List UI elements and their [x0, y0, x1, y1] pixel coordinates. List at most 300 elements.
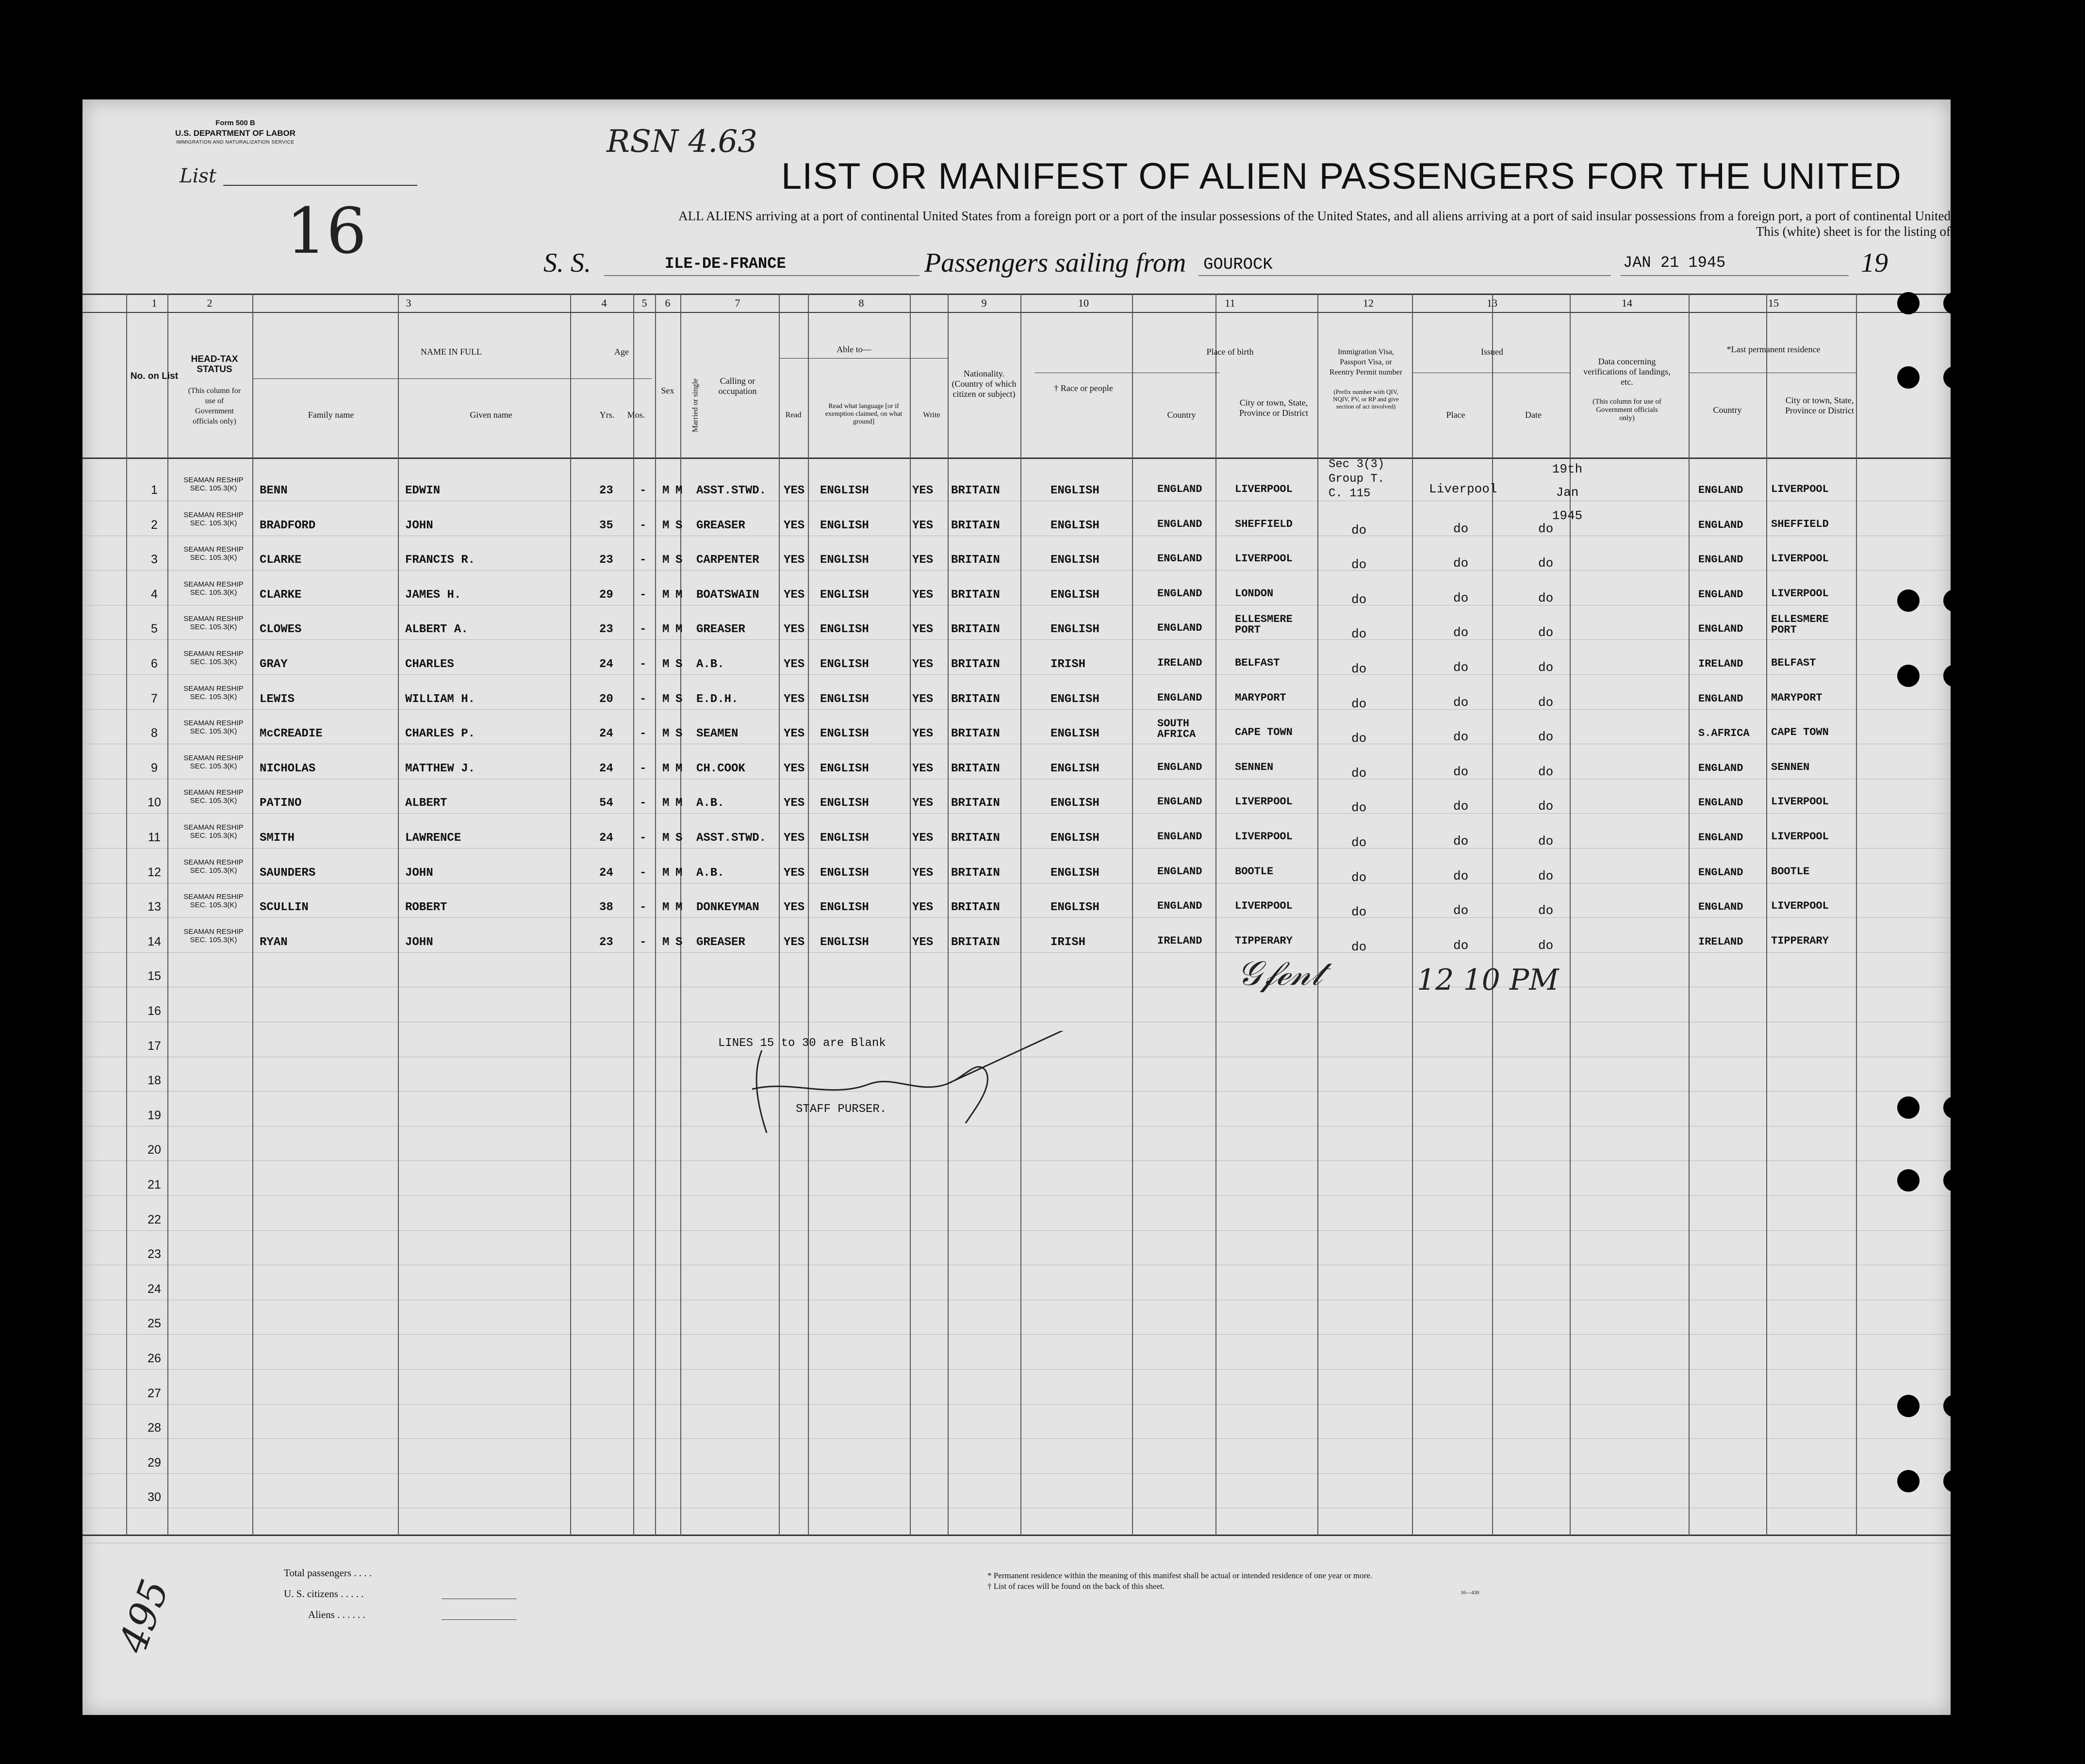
birth-city: TIPPERARY [1235, 934, 1293, 947]
family-name: CLARKE [260, 588, 302, 602]
can-write: YES [912, 588, 934, 602]
column-number: 9 [981, 297, 987, 309]
hdr-date: Date [1525, 410, 1542, 420]
punch-hole [1943, 1096, 1966, 1119]
visa-number: do [1351, 870, 1367, 885]
age-months: - [640, 866, 647, 880]
marital-status: S [675, 727, 683, 741]
hdr-data-note: (This column for use of Government officials only) [1592, 398, 1661, 422]
row-number: 18 [148, 1074, 161, 1088]
row-number: 15 [148, 969, 161, 983]
nationality: BRITAIN [951, 588, 1000, 602]
read-language: ENGLISH [820, 692, 869, 706]
birth-country: IRELAND [1157, 934, 1202, 947]
marital-status: S [675, 935, 683, 949]
family-name: SMITH [260, 832, 295, 845]
head-tax-line2: SEC. 105.3(K) [190, 935, 237, 944]
can-write: YES [912, 762, 934, 775]
family-name: CLOWES [260, 623, 302, 637]
given-name: CHARLES P. [405, 727, 476, 741]
issued-place: do [1453, 556, 1469, 571]
row-number: 29 [148, 1455, 161, 1470]
read-language: ENGLISH [820, 866, 869, 880]
nationality: BRITAIN [951, 797, 1000, 810]
birth-country: ENGLAND [1157, 587, 1202, 600]
age-months: - [640, 832, 647, 845]
family-name: CLARKE [260, 554, 302, 567]
footnote-residence: * Permanent residence within the meaning of this manifest shall be actual or intended residence of one year or more. [987, 1571, 1373, 1580]
nationality: BRITAIN [951, 866, 1000, 880]
row-rule [82, 917, 1951, 918]
age-years: 35 [599, 519, 613, 532]
occupation: GREASER [696, 935, 745, 949]
column-number: 10 [1078, 297, 1089, 309]
row-rule [82, 1230, 1951, 1231]
can-read: YES [784, 484, 805, 497]
row-number: 11 [148, 831, 161, 844]
head-tax-line2: SEC. 105.3(K) [190, 901, 237, 910]
birth-city: ELLESMERE PORT [1235, 613, 1293, 637]
residence-city: LIVERPOOL [1771, 483, 1829, 495]
race: ENGLISH [1051, 484, 1100, 497]
nationality: BRITAIN [951, 762, 1000, 775]
issued-date: do [1538, 764, 1554, 779]
hdr-calling: Calling or occupation [718, 376, 757, 396]
can-write: YES [912, 832, 934, 845]
punch-hole [1897, 589, 1920, 612]
row-rule [82, 1404, 1951, 1405]
issued-place: do [1453, 903, 1469, 918]
residence-country: ENGLAND [1698, 901, 1743, 914]
punch-hole [1897, 1169, 1920, 1192]
issued-place: do [1453, 799, 1469, 814]
can-read: YES [784, 727, 805, 741]
marital-status: M [675, 588, 683, 602]
hdr-yrs: Yrs. [599, 410, 615, 420]
residence-city: BOOTLE [1771, 865, 1810, 878]
column-divider [1132, 294, 1133, 1535]
punch-hole [1943, 1470, 1966, 1492]
head-tax-line1: SEAMAN RESHIP [183, 615, 244, 623]
footnote-races: † List of races will be found on the back of this sheet. [987, 1582, 1165, 1591]
birth-country: ENGLAND [1157, 796, 1202, 808]
head-tax-line2: SEC. 105.3(K) [190, 623, 237, 632]
issued-date: do [1538, 730, 1554, 745]
residence-country: ENGLAND [1698, 484, 1743, 496]
age-months: - [640, 623, 647, 637]
date-line [1621, 275, 1849, 276]
hdr-family-name: Family name [308, 410, 354, 420]
given-name: JOHN [405, 519, 433, 532]
manifest-sheet [82, 99, 1951, 1715]
age-years: 24 [599, 658, 613, 671]
column-divider [1492, 294, 1493, 1535]
residence-city: MARYPORT [1771, 691, 1822, 704]
birth-country: ENGLAND [1157, 518, 1202, 530]
visa-number: do [1351, 905, 1367, 920]
punch-hole [1943, 589, 1966, 612]
nationality: BRITAIN [951, 727, 1000, 741]
issued-date: do [1538, 868, 1554, 883]
row-rule [82, 1438, 1951, 1439]
given-name: JAMES H. [405, 588, 461, 602]
row-number: 22 [148, 1212, 161, 1226]
residence-country: ENGLAND [1698, 692, 1743, 705]
birth-city: LIVERPOOL [1235, 483, 1293, 495]
occupation: A.B. [696, 797, 724, 810]
residence-city: LIVERPOOL [1771, 900, 1829, 913]
hdr-place: Place [1446, 410, 1465, 420]
form-number: Form 500 B [215, 119, 255, 127]
can-write: YES [912, 935, 934, 949]
visa-number: do [1351, 939, 1367, 954]
residence-city: TIPPERARY [1771, 934, 1829, 947]
punch-hole [1897, 1096, 1920, 1119]
row-number: 25 [148, 1317, 161, 1331]
marital-status: M [675, 484, 683, 497]
department: U.S. DEPARTMENT OF LABOR [175, 129, 296, 138]
sex: M [662, 935, 670, 949]
head-tax-line1: SEAMAN RESHIP [183, 927, 244, 936]
head-tax-line1: SEAMAN RESHIP [183, 545, 244, 554]
hdr-nationality: Nationality. (Country of which citizen or subject) [952, 369, 1017, 399]
residence-country: ENGLAND [1698, 519, 1743, 531]
family-name: SCULLIN [260, 901, 309, 915]
residence-city: LIVERPOOL [1771, 553, 1829, 565]
column-number: 13 [1487, 297, 1497, 309]
head-tax-line1: SEAMAN RESHIP [183, 650, 244, 658]
time-annotation: 12 10 PM [1417, 963, 1559, 997]
sex: M [662, 588, 670, 602]
can-read: YES [784, 519, 805, 532]
issued-date: 19th Jan 1945 [1552, 462, 1583, 523]
row-number: 23 [148, 1247, 161, 1261]
row-number: 19 [148, 1108, 161, 1122]
column-divider [252, 294, 253, 1535]
residence-country: S.AFRICA [1698, 727, 1750, 740]
list-label: List [180, 165, 216, 187]
read-language: ENGLISH [820, 554, 869, 567]
row-rule [82, 952, 1951, 953]
age-years: 24 [599, 832, 613, 845]
residence-country: IRELAND [1698, 935, 1743, 948]
can-read: YES [784, 935, 805, 949]
race: ENGLISH [1051, 692, 1100, 706]
hdr-mos: Mos. [627, 410, 645, 420]
occupation: GREASER [696, 623, 745, 637]
age-years: 20 [599, 692, 613, 706]
given-name: LAWRENCE [405, 832, 461, 845]
age-months: - [640, 519, 647, 532]
hdr-write: Write [923, 411, 940, 419]
hdr-city: City or town, State, Province or District [1239, 398, 1308, 418]
given-name: JOHN [405, 866, 433, 880]
can-write: YES [912, 901, 934, 915]
residence-country: ENGLAND [1698, 623, 1743, 636]
column-number: 6 [665, 297, 671, 309]
head-tax-line1: SEAMAN RESHIP [183, 684, 244, 693]
us-citizens-label: U. S. citizens . . . . . [284, 1588, 364, 1600]
birth-city: LIVERPOOL [1235, 831, 1293, 843]
ship-line [604, 275, 919, 276]
issued-place: do [1453, 521, 1469, 536]
age-months: - [640, 658, 647, 671]
punch-hole [1897, 1470, 1920, 1492]
intro-line2: This (white) sheet is for the listing of [1756, 224, 1951, 239]
punch-hole [1943, 1395, 1966, 1417]
sex: M [662, 623, 670, 637]
can-read: YES [784, 588, 805, 602]
residence-country: ENGLAND [1698, 832, 1743, 844]
head-tax-line2: SEC. 105.3(K) [190, 832, 237, 840]
can-read: YES [784, 901, 805, 915]
read-language: ENGLISH [820, 901, 869, 915]
age-years: 24 [599, 727, 613, 741]
residence-country: ENGLAND [1698, 762, 1743, 774]
read-language: ENGLISH [820, 935, 869, 949]
head-tax-line1: SEAMAN RESHIP [183, 823, 244, 832]
hdr-res-city: City or town, State, Province or District [1785, 395, 1854, 415]
row-number: 24 [148, 1282, 161, 1296]
occupation: GREASER [696, 519, 745, 532]
issued-date: do [1538, 625, 1554, 640]
row-number: 9 [151, 761, 158, 775]
row-rule [82, 848, 1951, 849]
hdr-visa: Immigration Visa, Passport Visa, or Reentry Permit number [1329, 348, 1403, 376]
occupation: E.D.H. [696, 692, 739, 706]
occupation: CH.COOK [696, 762, 745, 775]
birth-city: LIVERPOOL [1235, 900, 1293, 913]
purser-signature [733, 1031, 1082, 1143]
row-number: 1 [151, 483, 158, 497]
occupation: SEAMEN [696, 727, 739, 741]
print-code: 16—430 [1461, 1590, 1479, 1596]
can-read: YES [784, 866, 805, 880]
column-divider [655, 294, 656, 1535]
column-divider [1766, 294, 1767, 1535]
head-tax-line2: SEC. 105.3(K) [190, 484, 237, 492]
occupation: DONKEYMAN [696, 901, 759, 915]
can-write: YES [912, 658, 934, 671]
birth-country: IRELAND [1157, 657, 1202, 669]
marital-status: M [675, 797, 683, 810]
race: IRISH [1051, 658, 1086, 671]
year-label: 19 [1861, 248, 1888, 278]
age-years: 24 [599, 762, 613, 775]
sailing-date: JAN 21 1945 [1623, 254, 1726, 272]
age-months: - [640, 797, 647, 810]
row-number: 8 [151, 726, 158, 740]
sex: M [662, 727, 670, 741]
sailing-label: Passengers sailing from [924, 248, 1186, 278]
birth-city: CAPE TOWN [1235, 726, 1293, 739]
can-read: YES [784, 658, 805, 671]
marital-status: M [675, 762, 683, 775]
column-number: 15 [1768, 297, 1779, 309]
age-months: - [640, 588, 647, 602]
ship-name: ILE-DE-FRANCE [665, 255, 786, 273]
head-tax-line1: SEAMAN RESHIP [183, 858, 244, 866]
column-number: 11 [1225, 297, 1235, 309]
head-tax-line1: SEAMAN RESHIP [183, 788, 244, 797]
head-tax-line2: SEC. 105.3(K) [190, 762, 237, 770]
issued-date: do [1538, 556, 1554, 571]
read-language: ENGLISH [820, 623, 869, 637]
column-divider [633, 294, 634, 1535]
issued-date: do [1538, 660, 1554, 675]
occupation: ASST.STWD. [696, 832, 767, 845]
margin-number: 495 [110, 1573, 178, 1659]
column-divider [680, 294, 681, 1535]
head-tax-line2: SEC. 105.3(K) [190, 554, 237, 562]
row-rule [82, 674, 1951, 675]
visa-number: do [1351, 731, 1367, 746]
can-read: YES [784, 832, 805, 845]
race: ENGLISH [1051, 727, 1100, 741]
hdr-race: † Race or people [1054, 383, 1113, 393]
row-number: 20 [148, 1143, 161, 1157]
given-name: ROBERT [405, 901, 447, 915]
head-tax-line1: SEAMAN RESHIP [183, 510, 244, 519]
age-years: 23 [599, 935, 613, 949]
read-language: ENGLISH [820, 519, 869, 532]
birth-city: SHEFFIELD [1235, 518, 1293, 530]
residence-country: IRELAND [1698, 658, 1743, 670]
can-write: YES [912, 866, 934, 880]
read-language: ENGLISH [820, 484, 869, 497]
nationality: BRITAIN [951, 658, 1000, 671]
port-line [1198, 275, 1611, 276]
can-write: YES [912, 554, 934, 567]
issued-date: do [1538, 903, 1554, 918]
can-read: YES [784, 797, 805, 810]
family-name: BRADFORD [260, 519, 316, 532]
issued-date: do [1538, 590, 1554, 605]
birth-country: ENGLAND [1157, 900, 1202, 913]
can-read: YES [784, 623, 805, 637]
race: ENGLISH [1051, 623, 1100, 637]
read-language: ENGLISH [820, 832, 869, 845]
row-rule [82, 709, 1951, 710]
departure-port: GOUROCK [1203, 256, 1273, 274]
column-number: 12 [1363, 297, 1374, 309]
row-number: 12 [148, 865, 161, 879]
birth-country: ENGLAND [1157, 691, 1202, 704]
head-tax-line1: SEAMAN RESHIP [183, 476, 244, 484]
blank-lines-note: LINES 15 to 30 are Blank [718, 1037, 886, 1050]
family-name: LEWIS [260, 692, 295, 706]
given-name: ALBERT A. [405, 623, 468, 637]
column-divider [948, 294, 949, 1535]
punch-hole [1897, 292, 1920, 314]
column-number: 5 [641, 297, 647, 309]
row-rule [82, 1369, 1951, 1370]
birth-city: LONDON [1235, 587, 1274, 600]
sex: M [662, 866, 670, 880]
residence-city: LIVERPOOL [1771, 796, 1829, 808]
name-subrule [252, 378, 652, 379]
birth-country: ENGLAND [1157, 553, 1202, 565]
race: ENGLISH [1051, 901, 1100, 915]
age-months: - [640, 554, 647, 567]
head-tax-line2: SEC. 105.3(K) [190, 692, 237, 701]
race: ENGLISH [1051, 866, 1100, 880]
occupation: BOATSWAIN [696, 588, 759, 602]
column-divider [167, 294, 168, 1535]
occupation: A.B. [696, 658, 724, 671]
row-rule [82, 570, 1951, 571]
nationality: BRITAIN [951, 484, 1000, 497]
staff-purser-label: STAFF PURSER. [796, 1103, 887, 1116]
head-tax-line2: SEC. 105.3(K) [190, 519, 237, 527]
column-number: 3 [406, 297, 411, 309]
column-divider [398, 294, 399, 1535]
issued-place: Liverpool [1429, 482, 1497, 496]
read-language: ENGLISH [820, 588, 869, 602]
race: ENGLISH [1051, 797, 1100, 810]
family-name: PATINO [260, 797, 302, 810]
can-write: YES [912, 727, 934, 741]
read-language: ENGLISH [820, 762, 869, 775]
residence-country: ENGLAND [1698, 866, 1743, 879]
issued-date: do [1538, 938, 1554, 953]
ss-label: S. S. [543, 248, 591, 278]
age-years: 29 [599, 588, 613, 602]
row-rule [82, 639, 1951, 640]
aliens-label: Aliens . . . . . . [308, 1609, 365, 1620]
column-divider [779, 294, 780, 1535]
marital-status: M [675, 623, 683, 637]
can-write: YES [912, 692, 934, 706]
hdr-read-language: Read what language [or if exemption claimed, on what ground] [825, 403, 903, 425]
read-language: ENGLISH [820, 797, 869, 810]
issued-date: do [1538, 834, 1554, 849]
row-rule [82, 1334, 1951, 1335]
race: ENGLISH [1051, 554, 1100, 567]
given-name: JOHN [405, 935, 433, 949]
punch-hole [1897, 366, 1920, 389]
row-number: 4 [151, 587, 158, 601]
nationality: BRITAIN [951, 832, 1000, 845]
age-years: 23 [599, 623, 613, 637]
race: ENGLISH [1051, 832, 1100, 845]
punch-hole [1943, 1169, 1966, 1192]
issued-place: do [1453, 938, 1469, 953]
row-number: 6 [151, 657, 158, 670]
column-divider [910, 294, 911, 1535]
given-name: MATTHEW J. [405, 762, 476, 775]
head-tax-line1: SEAMAN RESHIP [183, 580, 244, 588]
given-name: ALBERT [405, 797, 447, 810]
hdr-last-residence: *Last permanent residence [1726, 344, 1821, 354]
visa-number: do [1351, 662, 1367, 676]
signature-scrawl: 𝒢𝒻ℯ𝓃𝓉 [1237, 953, 1323, 993]
intro-line1: ALL ALIENS arriving at a port of continental United States from a foreign port or a port of the insular possessions of the United States, and all aliens arriving at a port of said insular possessions from a foreign port, a port of continental United [678, 209, 1951, 223]
family-name: GRAY [260, 658, 288, 671]
row-number: 28 [148, 1421, 161, 1435]
sex: M [662, 554, 670, 567]
birth-country: ENGLAND [1157, 831, 1202, 843]
column-number: 7 [735, 297, 740, 309]
able-subrule [779, 358, 949, 359]
birth-country: ENGLAND [1157, 622, 1202, 635]
family-name: McCREADIE [260, 727, 323, 741]
hdr-res-country: Country [1713, 405, 1742, 415]
visa-number: do [1351, 696, 1367, 711]
column-divider [570, 294, 571, 1535]
read-language: ENGLISH [820, 658, 869, 671]
visa-number: do [1351, 800, 1367, 816]
